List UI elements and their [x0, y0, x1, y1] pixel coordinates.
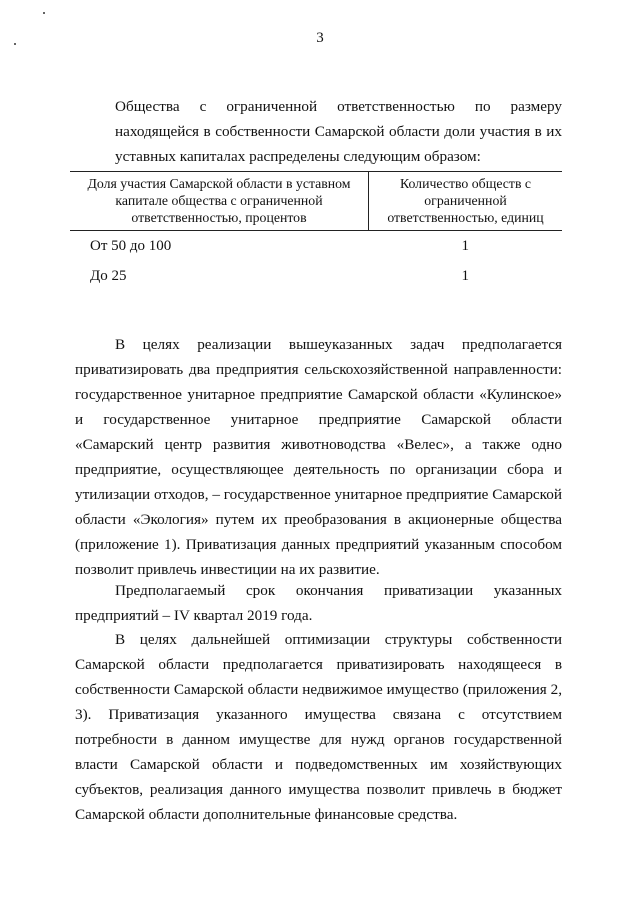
share-range-cell: От 50 до 100 [90, 237, 172, 254]
company-count-cell: 1 [461, 267, 469, 284]
column-header-count: Количество обществ с ограниченной ответственностью, единиц [369, 172, 563, 231]
share-range-cell: До 25 [90, 267, 127, 284]
intro-line: уставных капиталах распределены следующим образом: [115, 148, 481, 165]
intro-line: Общества с ограниченной ответственностью по размеру [115, 98, 562, 115]
column-header-share: Доля участия Самарской области в уставном капитале общества с ограниченной ответственностью, процентов [70, 172, 369, 231]
intro-line: находящейся в собственности Самарской области доли участия в их [115, 123, 562, 140]
table-header-row [70, 172, 562, 231]
property-privatization-paragraph: В целях дальнейшей оптимизации структуры собственности Самарской области предполагается приватизировать находящееся в собственности Самарской области недвижимое имущество (приложения 2, 3). Приватизация указанного имущества связана с отсутствием потребности в данном имуществе для нужд органов государственной власти Самарской области и подведомственных им хозяйствующих субъектов, реализация данного имущества позволит привлечь в бюджет Самарской области дополнительные финансовые средства. [75, 631, 562, 823]
table-row [70, 261, 562, 291]
intro-paragraph [75, 94, 562, 169]
table-row [70, 231, 562, 262]
privatization-enterprises-paragraph: В целях реализации вышеуказанных задач предполагается приватизировать два предприятия сельскохозяйственной направленности: государственное унитарное предприятие Самарской области «Кулинское» и государственное унитарное предприятие Самарской области «Самарский центр развития животноводства «Велес», а также одно предприятие, осуществляющее деятельность по организации сбора и утилизации отходов, – государственное унитарное предприятие Самарской области «Экология» путем их преобразования в акционерные общества (приложение 1). Приватизация данных предприятий указанным способом позволит привлечь инвестиции на их развитие. [75, 336, 562, 578]
ownership-share-table [70, 171, 562, 291]
scan-speck [43, 12, 45, 14]
privatization-deadline-paragraph: Предполагаемый срок окончания приватизации указанных предприятий – IV квартал 2019 года. [75, 582, 562, 624]
company-count-cell: 1 [461, 237, 469, 254]
page-number: 3 [316, 30, 324, 46]
